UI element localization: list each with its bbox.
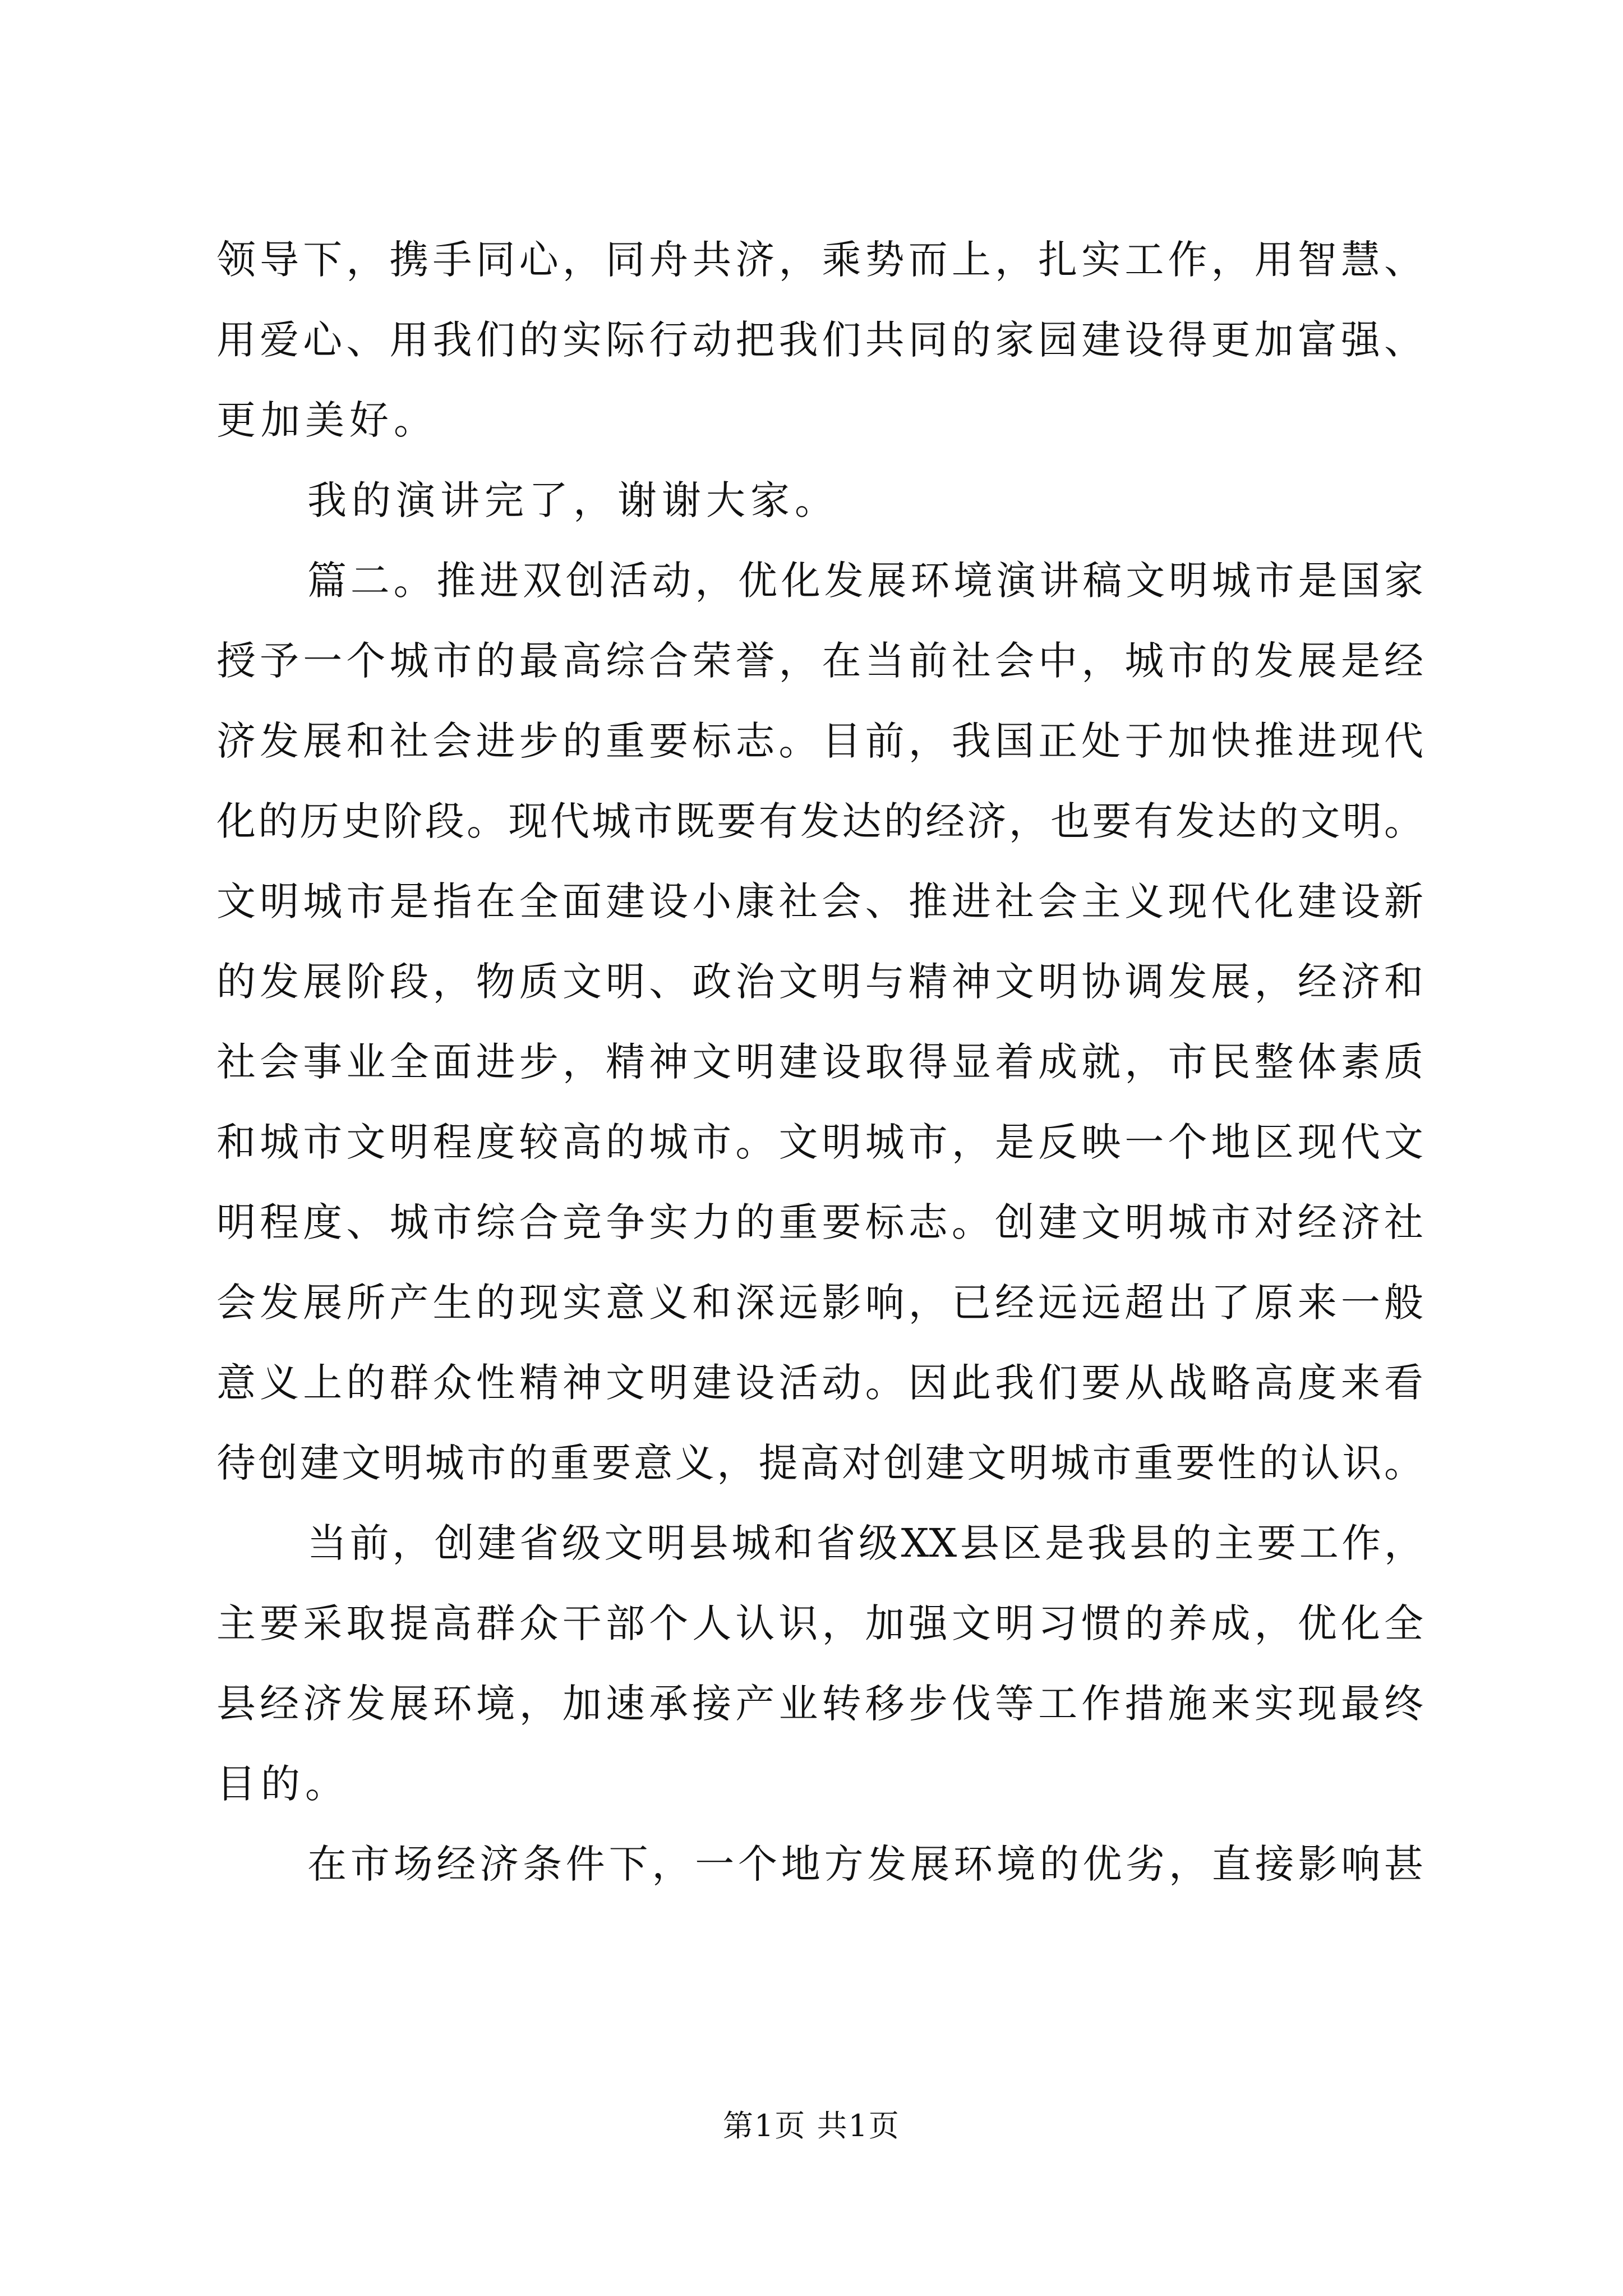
text-line: 用爱心、用我们的实际行动把我们共同的家园建设得更加富强、 [216, 317, 1423, 363]
document-body [216, 220, 1423, 1904]
text-line: 会发展所产生的现实意义和深远影响，已经远远超出了原来一般 [216, 1280, 1423, 1326]
text-line: 文明城市是指在全面建设小康社会、推进社会主义现代化建设新 [216, 878, 1423, 924]
text-line: 意义上的群众性精神文明建设活动。因此我们要从战略高度来看 [216, 1360, 1423, 1406]
text-line: 和城市文明程度较高的城市。文明城市，是反映一个地区现代文 [216, 1119, 1423, 1165]
text-line: 更加美好。 [216, 397, 438, 443]
text-line: 社会事业全面进步，精神文明建设取得显着成就，市民整体素质 [216, 1039, 1423, 1085]
text-line: 主要采取提高群众干部个人认识，加强文明习惯的养成，优化全 [216, 1600, 1423, 1646]
paragraph-start-line: 当前，创建省级文明县城和省级XX县区是我县的主要工作， [307, 1520, 1423, 1566]
text-line: 济发展和社会进步的重要标志。目前，我国正处于加快推进现代 [216, 718, 1423, 764]
text-line: 目的。 [216, 1761, 349, 1807]
text-line: 明程度、城市综合竞争实力的重要标志。创建文明城市对经济社 [216, 1199, 1423, 1245]
text-line: 授予一个城市的最高综合荣誉，在当前社会中，城市的发展是经 [216, 638, 1423, 684]
text-line: 化的历史阶段。现代城市既要有发达的经济，也要有发达的文明。 [216, 798, 1423, 844]
paragraph-start-line: 在市场经济条件下，一个地方发展环境的优劣，直接影响甚 [307, 1841, 1423, 1887]
text-line: 的发展阶段，物质文明、政治文明与精神文明协调发展，经济和 [216, 959, 1423, 1005]
paragraph-start-line: 篇二。推进双创活动，优化发展环境演讲稿文明城市是国家 [307, 558, 1423, 604]
text-line: 领导下，携手同心，同舟共济，乘势而上，扎实工作，用智慧、 [216, 237, 1423, 283]
text-line: 待创建文明城市的重要意义，提高对创建文明城市重要性的认识。 [216, 1440, 1423, 1486]
page-footer: 第1页 共1页 [723, 2108, 900, 2143]
paragraph-start-line: 我的演讲完了，谢谢大家。 [307, 477, 839, 523]
text-line: 县经济发展环境，加速承接产业转移步伐等工作措施来实现最终 [216, 1681, 1423, 1727]
